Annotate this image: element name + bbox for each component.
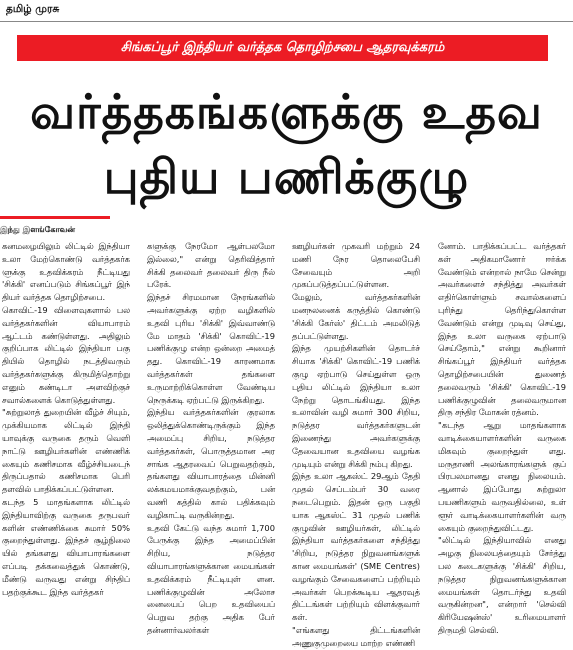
article-column-1: கனமழையிலும் லிட்டில் இந்தியா உலா மேற்கொண்டு வர்த்தகர்க ளுக்கு உதவிக்கரம் நீட்டியது 'சிக்கி' எனப்படும் சிங்கப்பூர் இந் தியர் வர்த்தக தொழிற்சபை. கொவிட்-19 விளைவுகளால் பல வர்த்தகர்களின் வியாபாரம் ஆட்டம் கண்டுள்ளது. அதிலும் குறிப்பாக லிட்டில் இந்தியா பகு தியில் தொழில் நடத்திவரும் வர்த்தகர்களுக்கு கிருமித்தொற்று எனும் கண்டிடா அளவிற்குச் சவால்களைக் கொடுத்துள்ளது. "சுற்றுலாத் துறையின் வீழ்ச் சியும், முக்கியமாக லிட்டில் இந்தி யாவுக்கு வருகை தரும் வெளி நாட்டு ஊழியர்களின் எண்ணிக் கையும் கணிசமாக வீழ்ச்சியடைந் திருப்பதால் கணிசமாக பெரி தளவில் பாதிக்கப்பட்டுள்ளன. கடந்த 5 மாதங்களாக லிட்டில் இந்தியாவிற்கு வருகை தருபவர் களின் எண்ணிக்கை சுமார் 50% குறைந்துள்ளது. இந்தச் சூழ்நிலை யில் தங்களது வியாபாரங்களை எப்படி தக்கவைத்துக் கொண்டு, மீண்டு வருவது என்று சிந்திப் பதற்குக்கூட இந்த வர்த்தகர் (2, 241, 130, 597)
byline-block (0, 216, 136, 235)
byline: இந்து இளங்கோவன் (0, 225, 76, 234)
top-divider (0, 21, 573, 22)
article-column-4: னோம். பாதிக்கப்பட்ட வர்த்தகர் கள் அதிகமானோர் ஈர்க்க வேண்டும் என்றால் நாமே சென்று அவர்களைச் சந்தித்து அவர்கள் எதிர்கொள்ளும் சவால்களைப் புரிந்து தெரிந்துகொள்ள வேண்டும் என்று முடிவு செய்து, இந்த உலா வருகை ஏற்பாடு செய்தோம்," என்று கூறினார் சிங்கப்பூர் இந்தியர் வர்த்தக தொழிற்சபையின் துணைத் தலைவரும் 'சிக்கி' கொவிட்-19 பணிக்குழுவின் தலைவருமான திரு சந்திர மோகன் ரத்னம். "கடந்த ஆறு மாதங்களாக வாடிக்கையாளர்களின் வருகை மிகவும் குறைந்துள் ளது. மருதாணி அலங்காரங்களுக் குப் பிரபலமானது எனது நிலையம். ஆனால் இப்போது சுற்றுலா பயணிகளும் வருவதில்லை, உள் ளூர் வாடிக்கையாளர்களின் வரு கையும் குறைந்துவிட்டது. "லிட்டில் இந்தியாவில் எனது அழகு நிலையத்தையும் சேர்த்து பல கடைகளுக்கு 'சிக்கி' சிறிய, நடுத்தர நிறுவனங்களுக்கான மையங்கள் தொடர்ந்து உதவி வருகின்றன", என்றார் 'செல்வி கிரியேஷன்ஸ்' உரிமையாளர் திருமதி செல்வி. (438, 241, 566, 635)
masthead: தமிழ் முரசு (6, 3, 60, 15)
kicker-banner: சிங்கப்பூர் இந்தியர் வர்த்தக தொழிற்சபை ஆதரவுக்கரம் (17, 35, 548, 61)
headline-line-1: வர்த்தகங்களுக்கு உதவ (30, 85, 543, 140)
article-column-2: களுக்கு நேரமோ ஆள்பலமோ இல்லை," என்று தெரிவித்தார் சிக்கி தலைவர் தலைவர் திரு நீல் பரேக். இந்தச் சிரமமான நேரங்களில் அவர்களுக்கு ஏற்ற வழிகளில் உதவி புரிய 'சிக்கி' இவ்வாண்டு மே மாதம் 'சிக்கி' கொவிட்-19 பணிக்குழு என்ற ஒன்றை அமைத் தது. கொவிட்-19 காரணமாக வர்த்தகர்கள் தங்களை உருமாற்றிக்கொள்ள வேண்டிய நெருக்கடி ஏற்பட்டு இருக்கிறது. இந்திய வர்த்தகர்களின் குரலாக ஒலித்துக்கொண்டிருக்கும் இந்த அமைப்பு சிறிய, நடுத்தர வர்த்தகர்கள், பொருத்தமான அர சாங்க ஆதரவைப் பெறுவதற்கும், தங்களது வியாபாரத்தை மின்னி லக்கமயமாக்குவதற்கும், பன் வணி கத்தில் கால் பதிக்கவும் வழிகாட்டி வருகின்றது. உதவி கேட்டு வந்த சுமார் 1,700 பேருக்கு இந்த அமைப்பின் சிறிய, நடுத்தர வியாபாரங்களுக்கான மையங்கள் உதவிக்கரம் நீட்டியுள் ளன. பணிக்குழுவின் அலோச னையைப் பெற உதவியைப் பெறுவ தற்கு அதிக பேர் தன்னார்வலர்கள் (147, 241, 275, 635)
headline-line-2: புதிய பணிக்குழு (103, 150, 470, 205)
byline-divider (0, 216, 110, 219)
article-column-3: ஊழியர்கள் முகவரி மற்றும் 24 மணி நேர தொலைபேசி சேவையும் அறி முகப்படுத்தப்பட்டுள்ளன. மேலும், வர்த்தகர்களின் மனநலனைக் கருத்தில் கொண்டு 'சிக்கி கேர்ஸ்' திட்டம் அமலிடுத் தப்பட்டுள்ளது. இந்த முயற்சிகளின் தொடர்ச் சியாக 'சிக்கி' கொவிட்-19 பணிக் குழு ஏற்பாடு செய்துள்ள ஒரு புதிய லிட்டில் இந்தியா உலா நேற்று தொடங்கியது. இந்த உலாவின் வழி சுமார் 300 சிறிய, நடுத்தர வர்த்தகர்களுடன் இணைந்து அவர்களுக்கு தேவையான உதவியை வழங்க முடியும் என்று சிக்கி நம்பு கிறது. இந்த உலா ஆகஸ்ட் 29ஆம் தேதி முதல் செப்டம்பர் 30 வரை நடைபெறும். இதன் ஒரு பகுதி யாக ஆகஸ்ட் 31 முதல் பணிக் குழுவின் ஊழியர்கள், லிட்டில் இந்தியா வர்த்தகர்களை சந்தித்து 'சிறிய, நடுத்தர நிறுவனங்களுக் கான மையங்கள்' (SME Centres) வழங்கும் சேவைகளைப் பற்றியும் அவர்கள் பெறக்கூடிய ஆதரவுத் திட்டங்கள் பற்றியும் விளக்குவார் கள். "எங்களது திட்டங்களின் அணுகுமுறையை மாற்ற எண்ணி (292, 241, 420, 648)
